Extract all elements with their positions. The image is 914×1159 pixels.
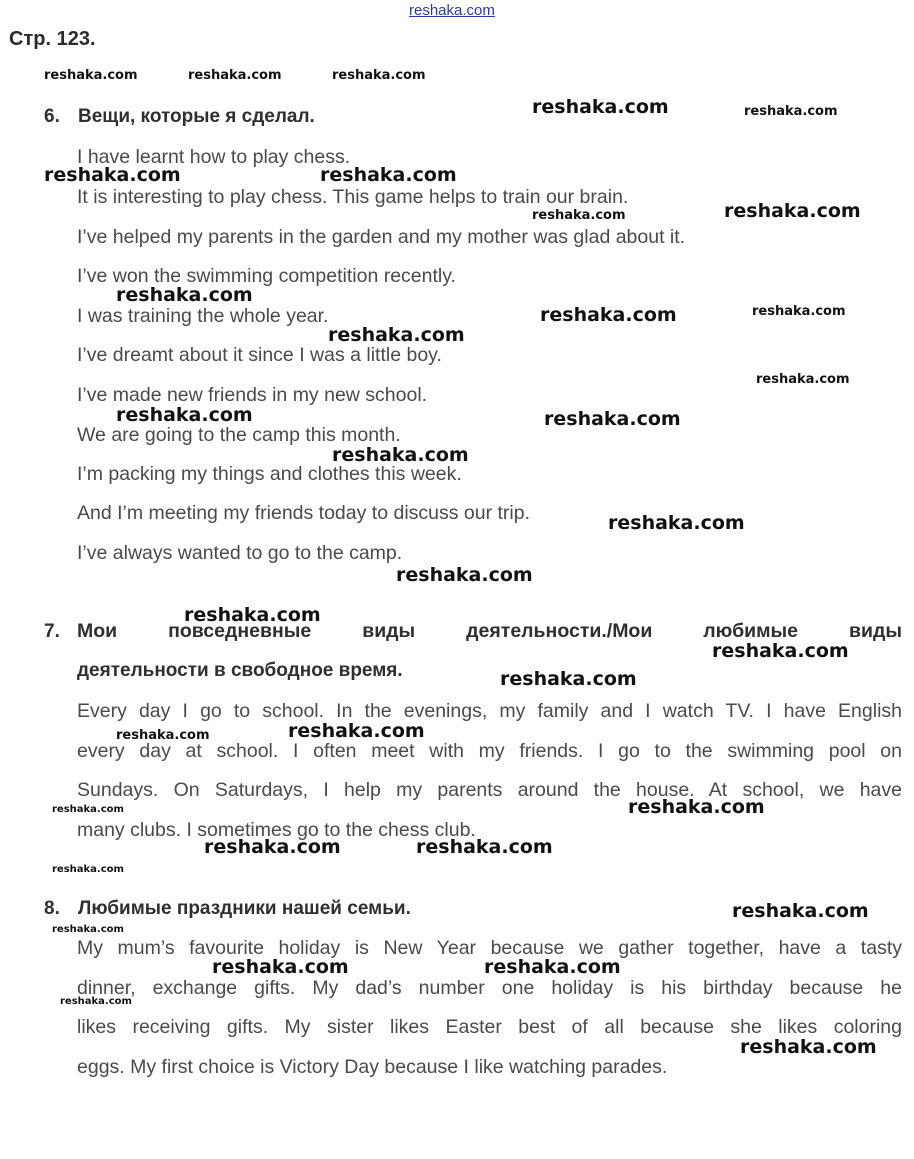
watermark: reshaka.com	[724, 200, 861, 222]
watermark: reshaka.com	[608, 512, 745, 534]
watermark: reshaka.com	[752, 304, 846, 319]
watermark: reshaka.com	[712, 640, 849, 662]
section-6-line-6: I’ve dreamt about it since I was a little boy.	[77, 344, 442, 366]
section-6-heading	[44, 106, 315, 128]
watermark: reshaka.com	[532, 208, 626, 223]
watermark: reshaka.com	[204, 836, 341, 858]
watermark: reshaka.com	[744, 104, 838, 119]
section-7-line-4: many clubs. I sometimes go to the chess club.	[77, 819, 476, 841]
section-6-line-8: We are going to the camp this month.	[77, 424, 401, 446]
watermark: reshaka.com	[628, 796, 765, 818]
section-7-line-3: Sundays. On Saturdays, I help my parents around the house. At school, we have	[77, 779, 902, 801]
section-6-line-9: I’m packing my things and clothes this week.	[77, 463, 462, 485]
section-8-line-4: eggs. My first choice is Victory Day because I like watching parades.	[77, 1056, 668, 1078]
section-7-title-line-2: деятельности в свободное время.	[77, 660, 403, 681]
section-8-line-2: dinner, exchange gifts. My dad’s number one holiday is his birthday because he	[77, 977, 902, 999]
watermark: reshaka.com	[740, 1036, 877, 1058]
section-6-line-10: And I’m meeting my friends today to discuss our trip.	[77, 502, 531, 524]
watermark: reshaka.com	[212, 956, 349, 978]
watermark: reshaka.com	[732, 900, 869, 922]
watermark: reshaka.com	[52, 924, 124, 935]
page-title: Стр. 123.	[9, 28, 96, 50]
watermark: reshaka.com	[52, 864, 124, 875]
section-6-line-2: It is interesting to play chess. This game helps to train our brain.	[77, 186, 629, 208]
section-8-title: Любимые праздники нашей семьи.	[78, 898, 411, 919]
site-link[interactable]: reshaka.com	[409, 2, 495, 19]
section-7-number: 7.	[44, 621, 60, 642]
section-6-line-4: I’ve won the swimming competition recently.	[77, 265, 456, 287]
watermark: reshaka.com	[320, 164, 457, 186]
watermark: reshaka.com	[188, 68, 282, 83]
section-7-line-2: every day at school. I often meet with my friends. I go to the swimming pool on	[77, 740, 902, 762]
section-8-heading	[44, 898, 411, 920]
watermark: reshaka.com	[328, 324, 465, 346]
section-7-line-1: Every day I go to school. In the evenings, my family and I watch TV. I have English	[77, 700, 902, 722]
watermark: reshaka.com	[116, 284, 253, 306]
watermark: reshaka.com	[544, 408, 681, 430]
watermark: reshaka.com	[396, 564, 533, 586]
watermark: reshaka.com	[756, 372, 850, 387]
watermark: reshaka.com	[332, 444, 469, 466]
watermark: reshaka.com	[52, 804, 124, 815]
watermark: reshaka.com	[332, 68, 426, 83]
section-6-number: 6.	[44, 106, 60, 127]
watermark: reshaka.com	[532, 96, 669, 118]
watermark: reshaka.com	[116, 404, 253, 426]
section-7-title-line-1: Мои повседневные виды деятельности./Мои любимые виды	[77, 620, 902, 642]
watermark: reshaka.com	[184, 604, 321, 626]
section-8-line-3: likes receiving gifts. My sister likes Easter best of all because she likes coloring	[77, 1016, 902, 1038]
watermark: reshaka.com	[116, 728, 210, 743]
section-6-title: Вещи, которые я сделал.	[78, 106, 315, 127]
watermark: reshaka.com	[540, 304, 677, 326]
watermark: reshaka.com	[484, 956, 621, 978]
section-6-line-5: I was training the whole year.	[77, 305, 329, 327]
section-6-line-3: I’ve helped my parents in the garden and my mother was glad about it.	[77, 226, 686, 248]
watermark: reshaka.com	[44, 68, 138, 83]
section-6-line-7: I’ve made new friends in my new school.	[77, 384, 428, 406]
watermark: reshaka.com	[60, 996, 132, 1007]
section-8-line-1: My mum’s favourite holiday is New Year because we gather together, have a tasty	[77, 937, 902, 959]
section-6-line-11: I’ve always wanted to go to the camp.	[77, 542, 403, 564]
watermark: reshaka.com	[44, 164, 181, 186]
watermark: reshaka.com	[500, 668, 637, 690]
section-6-line-1: I have learnt how to play chess.	[77, 146, 351, 168]
section-8-number: 8.	[44, 898, 60, 919]
watermark: reshaka.com	[416, 836, 553, 858]
watermark: reshaka.com	[288, 720, 425, 742]
